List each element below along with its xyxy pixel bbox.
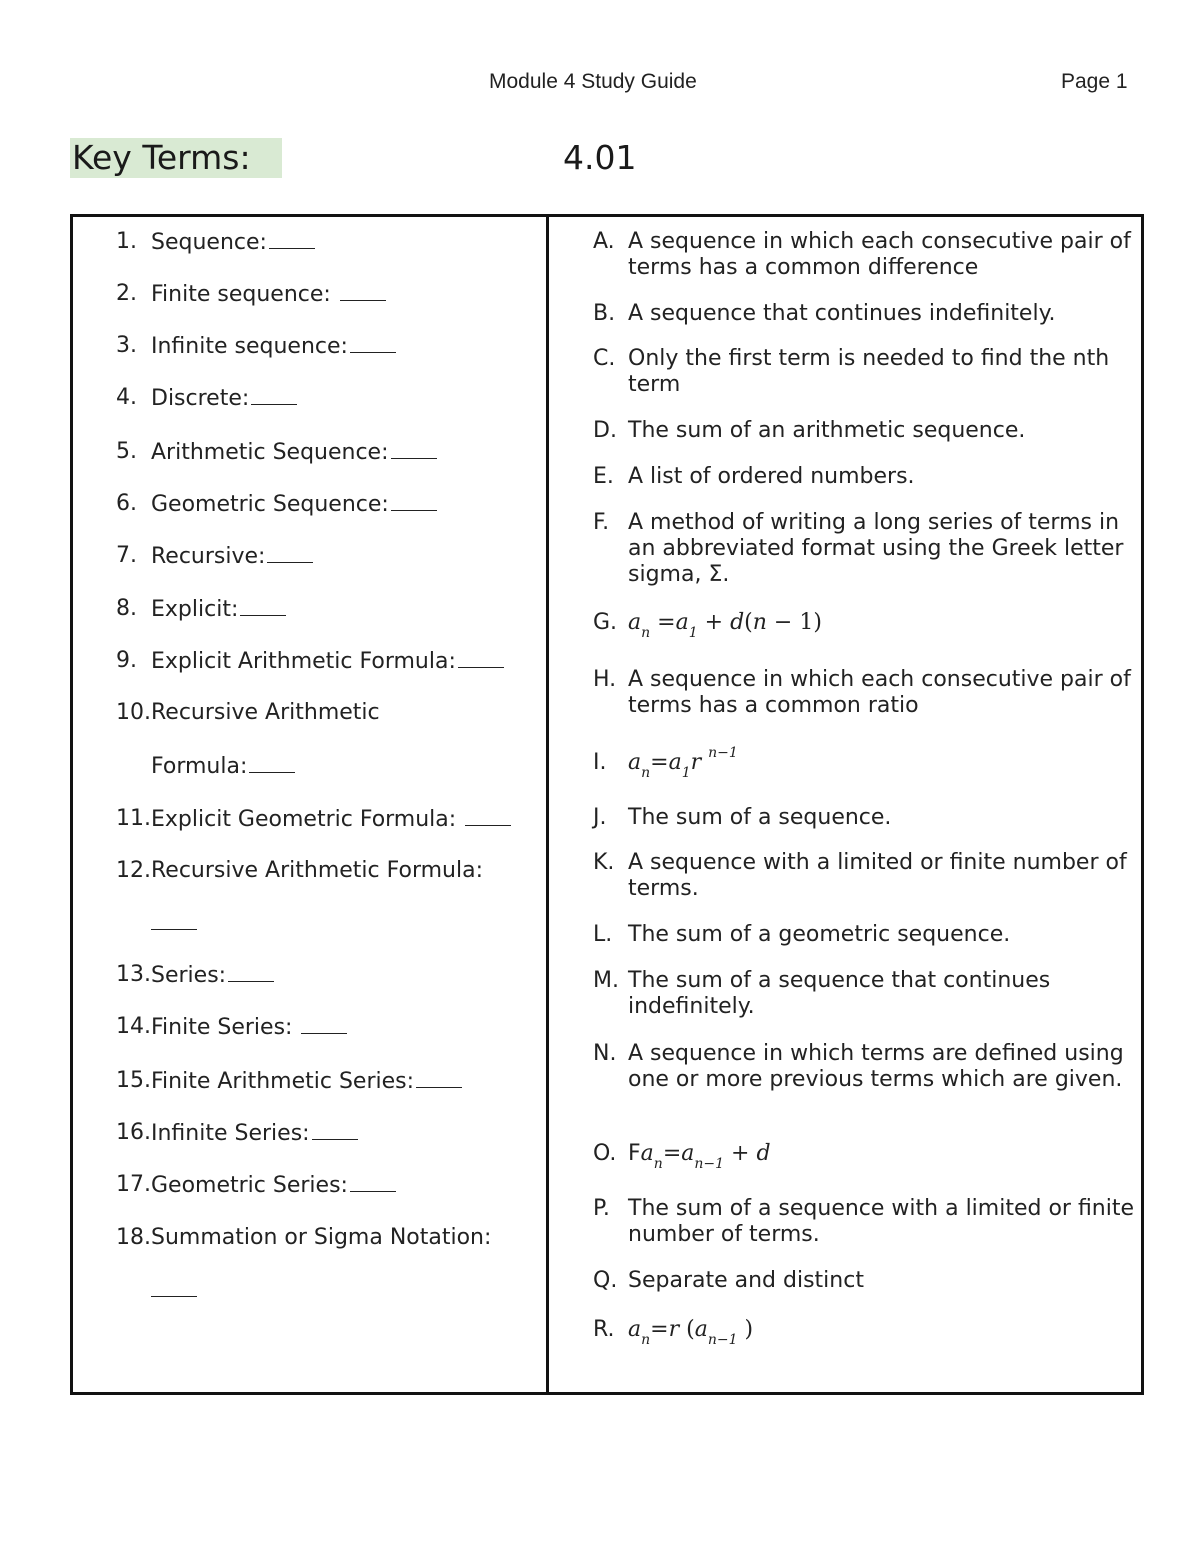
key-terms-heading: Key Terms: (70, 138, 282, 178)
answer-blank[interactable] (228, 961, 274, 982)
recursive-arithmetic-formula: $Fa_n=a_{n-1} + d$ (628, 1141, 771, 1172)
answer-blank[interactable] (251, 384, 297, 405)
answer-blank[interactable] (350, 1171, 396, 1192)
answer-blank[interactable] (458, 647, 504, 668)
section-number: 4.01 (563, 138, 637, 177)
page-number: Page 1 (1061, 70, 1128, 93)
answer-blank[interactable] (240, 595, 286, 616)
answer-blank[interactable] (312, 1119, 358, 1140)
explicit-geometric-formula: $a_n=a_1r$ $^{n-1}$ (628, 745, 738, 781)
header-title: Module 4 Study Guide (489, 70, 697, 93)
recursive-geometric-formula: $a_n=r$ ($a_{n-1}$ ) (628, 1317, 754, 1348)
answer-blank[interactable] (249, 752, 295, 773)
answer-blank[interactable] (391, 438, 437, 459)
answer-blank[interactable] (340, 280, 386, 301)
answer-blank[interactable] (269, 228, 315, 249)
column-divider (546, 214, 549, 1395)
answer-blank[interactable] (267, 542, 313, 563)
answer-blank[interactable] (416, 1067, 462, 1088)
answer-blank[interactable] (151, 1276, 197, 1297)
answer-blank[interactable] (151, 909, 197, 930)
answer-blank[interactable] (350, 332, 396, 353)
answer-blank[interactable] (301, 1013, 347, 1034)
explicit-arithmetic-formula: $a_n =a_1 + d(n - 1)$ (628, 610, 822, 641)
answer-blank[interactable] (391, 490, 437, 511)
answer-blank[interactable] (465, 805, 511, 826)
